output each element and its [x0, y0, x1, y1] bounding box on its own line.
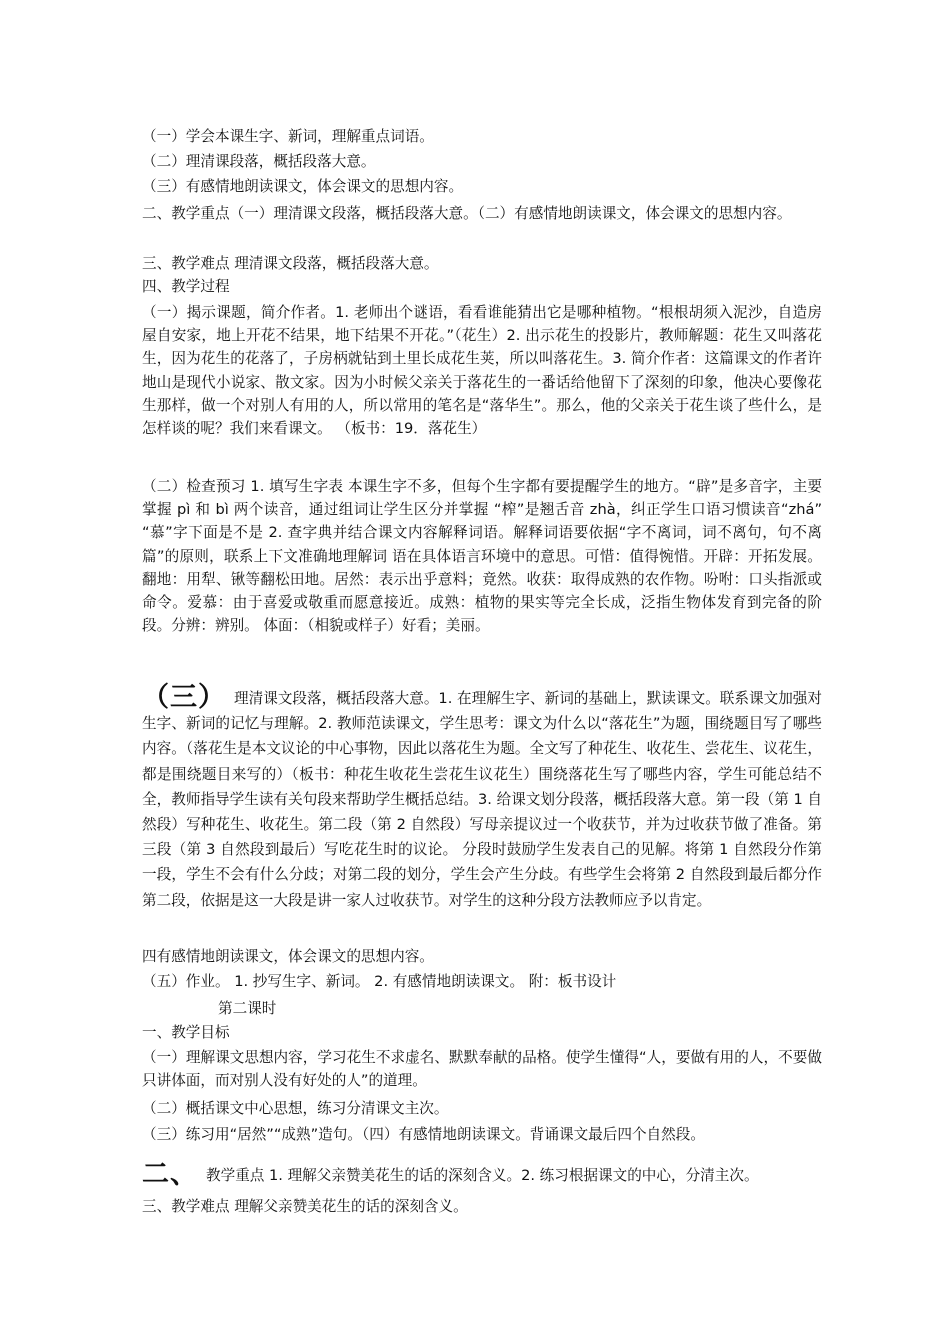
process-step-1: （一）揭示课题，简介作者。1. 老师出个谜语，看看谁能猜出它是哪种植物。“根根胡须入泥沙，自造房屋自安家，地上开花不结果，地下结果不开花。”（花生）2. 出示花生的投影片，教师解题：花生又叫落花生，因为花生的花落了，子房柄就钻到土里长成花生荚，所以叫落花生。3. 简介作者：这篇课文的作者许地山是现代小说家、散文家。因为小时候父亲关于落花生的一番话给他留下了深刻的印象，他决心要像花生那样，做一个对别人有用的人，所以常用的笔名是“落华生”。那么，他的父亲关于花生谈了些什么，是怎样谈的呢？我们来看课文。 （板书：19．落花生）	[142, 304, 822, 438]
lesson-2-objective-1: （一）理解课文思想内容，学习花生不求虚名、默默奉献的品格。使学生懂得“人，要做有用的人，不要做只讲体面，而对别人没有好处的人”的道理。	[142, 1049, 822, 1090]
process-step-4: 四有感情地朗读课文，体会课文的思想内容。	[142, 948, 434, 965]
step-3-text: 理清课文段落，概括段落大意。1. 在理解生字、新词的基础上，默读课文。联系课文加强对生字、新词的记忆与理解。2. 教师范读课文，学生思考：课文为什么以“落花生”为题，围绕题目写了哪些内容。（落花生是本文议论的中心事物，因此以落花生为题。全文写了种花生、收花生、尝花生、议花生，都是围绕题目来写的）（板书：种花生收花生尝花生议花生）围绕落花生写了哪些内容，学生可能总结不全，教师指导学生读有关句段来帮助学生概括总结。3. 给课文划分段落，概括段落大意。第一段（第 1 自然段）写种花生、收花生。第二段（第 2 自然段）写母亲提议过一个收获节，并为过收获节做了准备。第三段（第 3 自然段到最后）写吃花生时的议论。 分段时鼓励学生发表自己的见解。将第 1 自然段分作第一段，学生不会有什么分歧；对第二段的划分，学生会产生分歧。有些学生会将第 2 自然段到最后都分作第二段，依据是这一大段是讲一家人过收获节。对学生的这种分段方法教师应予以肯定。	[142, 690, 823, 909]
objective-1: （一）学会本课生字、新词，理解重点词语。	[142, 128, 434, 145]
teaching-focus: 二、教学重点（一）理清课文段落，概括段落大意。（二）有感情地朗读课文，体会课文的思想内容。	[142, 205, 792, 222]
lesson-2-objectives-heading: 一、教学目标	[142, 1024, 230, 1041]
teaching-difficulty: 三、教学难点 理清课文段落，概括段落大意。	[142, 255, 439, 272]
homework: （五）作业。 1. 抄写生字、新词。 2. 有感情地朗读课文。 附：板书设计	[142, 973, 617, 990]
objective-3: （三）有感情地朗读课文，体会课文的思想内容。	[142, 178, 464, 195]
process-step-3	[142, 682, 823, 913]
lesson-2-focus	[142, 1160, 822, 1191]
objective-2: （二）理清课段落，概括段落大意。	[142, 153, 376, 170]
step-3-heading: （三）	[142, 682, 227, 713]
lesson-2-objective-3: （三）练习用“居然”“成熟”造句。（四）有感情地朗读课文。背诵课文最后四个自然段。	[142, 1126, 705, 1143]
lesson-2-difficulty: 三、教学难点 理解父亲赞美花生的话的深刻含义。	[142, 1198, 468, 1215]
lesson-2-title: 第二课时	[218, 1000, 277, 1017]
lesson-2-focus-heading: 二、	[142, 1160, 198, 1190]
lesson-2-objective-2: （二）概括课文中心思想，练习分清课文主次。	[142, 1100, 449, 1117]
teaching-process-heading: 四、教学过程	[142, 278, 230, 295]
process-step-2: （二）检查预习 1. 填写生字表 本课生字不多，但每个生字都有要提醒学生的地方。“辟”是多音字，主要掌握 pì 和 bì 两个读音，通过组词让学生区分并掌握 “榨”是翘舌音 zhà，纠正学生口语习惯读音“zhá” “慕”字下面是不是 2. 查字典并结合课文内容解释词语。解释词语要依据“字不离词，词不离句，句不离篇”的原则，联系上下文准确地理解词 语在具体语言环境中的意思。可惜：值得惋惜。开辟：开拓发展。翻地：用犁、锹等翻松田地。居然：表示出乎意料；竟然。收获：取得成熟的农作物。吩咐：口头指派或命令。爱慕：由于喜爱或敬重而愿意接近。成熟：植物的果实等完全长成，泛指生物体发育到完备的阶段。分辨：辨别。 体面：（相貌或样子）好看；美丽。	[142, 478, 822, 635]
lesson-2-focus-text: 教学重点 1. 理解父亲赞美花生的话的深刻含义。2. 练习根据课文的中心，分清主次。	[206, 1167, 759, 1184]
